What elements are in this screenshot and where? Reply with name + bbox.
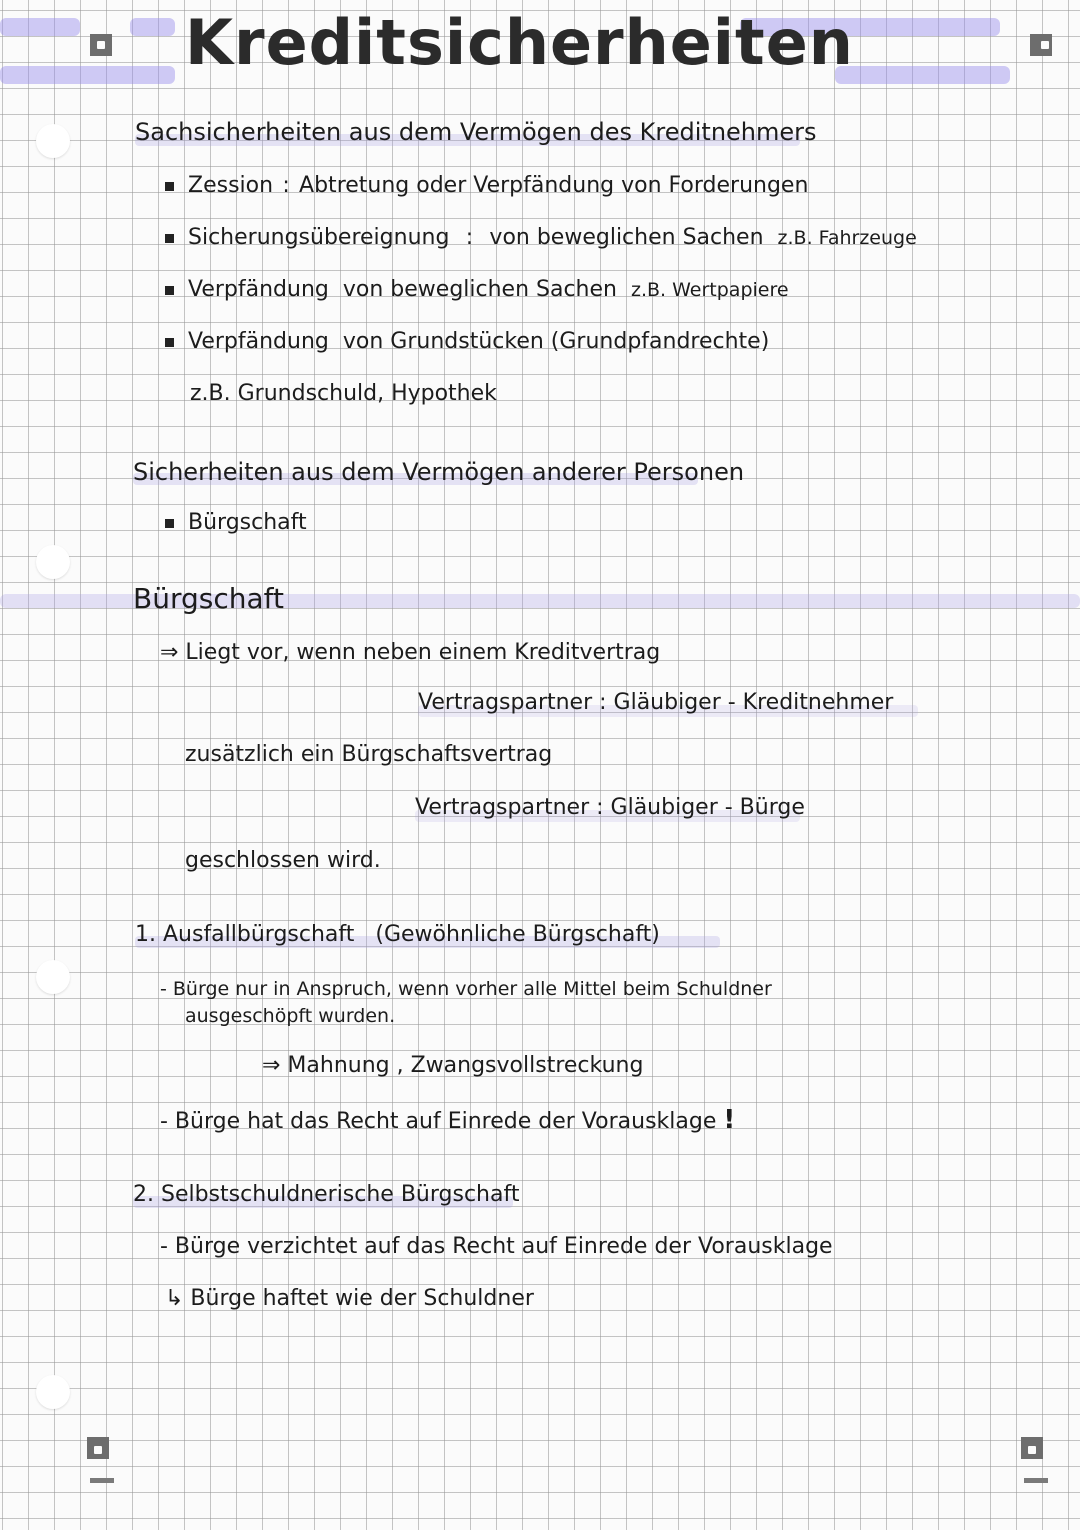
- punch-hole: [36, 124, 70, 158]
- type2-point1: - Bürge verzichtet auf das Recht auf Einrede der Vorausklage: [160, 1234, 833, 1259]
- type1-heading: 1. Ausfallbürgschaft (Gewöhnliche Bürgschaft): [135, 922, 660, 947]
- page-title: Kreditsicherheiten: [185, 6, 854, 79]
- contract-partner-2: Vertragspartner : Gläubiger - Bürge: [415, 795, 805, 820]
- buergschaft-closing: geschlossen wird.: [185, 848, 381, 873]
- bullet-icon: [165, 338, 174, 347]
- list-item-zession: Zession : Abtretung oder Verpfändung von Forderungen: [165, 173, 808, 198]
- title-highlight: [0, 18, 80, 36]
- list-item-buergschaft: [165, 510, 307, 535]
- bullet-icon: [165, 286, 174, 295]
- item-example: z.B. Wertpapiere: [630, 279, 789, 301]
- item-example: z.B. Fahrzeuge: [777, 227, 917, 249]
- type1-point2: - Bürge hat das Recht auf Einrede der Vorausklage !: [160, 1105, 736, 1135]
- title-highlight: [835, 66, 1010, 84]
- corner-marker-bottom-left: [87, 1437, 109, 1459]
- contract-partner-1: Vertragspartner : Gläubiger - Kreditnehmer: [418, 690, 894, 715]
- title-highlight: [130, 18, 175, 36]
- list-item-verpfaendung-beweglich: [165, 277, 789, 302]
- item-desc: von beweglichen Sachen: [489, 225, 764, 250]
- buergschaft-line2: zusätzlich ein Bürgschaftsvertrag: [185, 742, 553, 767]
- type2-heading: 2. Selbstschuldnerische Bürgschaft: [133, 1182, 520, 1207]
- item-term: Verpfändung: [188, 329, 329, 354]
- bullet-icon: [165, 234, 174, 243]
- list-item-sicherungsuebereignung: Sicherungsübereignung : von beweglichen Sachen z.B. Fahrzeuge: [165, 225, 917, 250]
- exclamation-mark: !: [723, 1105, 736, 1135]
- item-desc: von Grundstücken (Grundpfandrechte): [342, 329, 770, 354]
- corner-dash: [1024, 1478, 1048, 1483]
- example-line: z.B. Grundschuld, Hypothek: [190, 381, 497, 406]
- punch-hole: [36, 960, 70, 994]
- type1-point1-line2: ausgeschöpft wurden.: [185, 1005, 396, 1027]
- item-desc: von beweglichen Sachen: [342, 277, 617, 302]
- corner-marker-bottom-right: [1021, 1437, 1043, 1459]
- type1-subheading: (Gewöhnliche Bürgschaft): [375, 922, 660, 947]
- punch-hole: [36, 1375, 70, 1409]
- corner-marker-top-right: [1030, 34, 1052, 56]
- bullet-icon: [165, 519, 174, 528]
- section-heading-own-assets: Sachsicherheiten aus dem Vermögen des Kreditnehmers: [135, 118, 817, 146]
- corner-marker-top-left: [90, 34, 112, 56]
- item-term: Bürgschaft: [188, 510, 307, 535]
- item-term: Verpfändung: [188, 277, 329, 302]
- type1-point1-line1: - Bürge nur in Anspruch, wenn vorher alle Mittel beim Schuldner: [160, 978, 772, 1000]
- type1-arrow-line: ⇒ Mahnung , Zwangsvollstreckung: [262, 1053, 644, 1078]
- item-desc: Abtretung oder Verpfändung von Forderungen: [299, 173, 809, 198]
- buergschaft-intro: ⇒ Liegt vor, wenn neben einem Kreditvertrag: [160, 640, 661, 665]
- section-heading-other-assets: Sicherheiten aus dem Vermögen anderer Personen: [133, 458, 745, 486]
- punch-hole: [36, 545, 70, 579]
- section-heading-buergschaft: Bürgschaft: [133, 582, 284, 615]
- bullet-icon: [165, 182, 174, 191]
- corner-dash: [90, 1478, 114, 1483]
- title-highlight: [0, 66, 175, 84]
- list-item-verpfaendung-grundstuecke: [165, 329, 769, 354]
- item-term: Zession: [188, 173, 274, 198]
- type2-result: ↳ Bürge haftet wie der Schuldner: [165, 1286, 534, 1311]
- item-term: Sicherungsübereignung: [188, 225, 450, 250]
